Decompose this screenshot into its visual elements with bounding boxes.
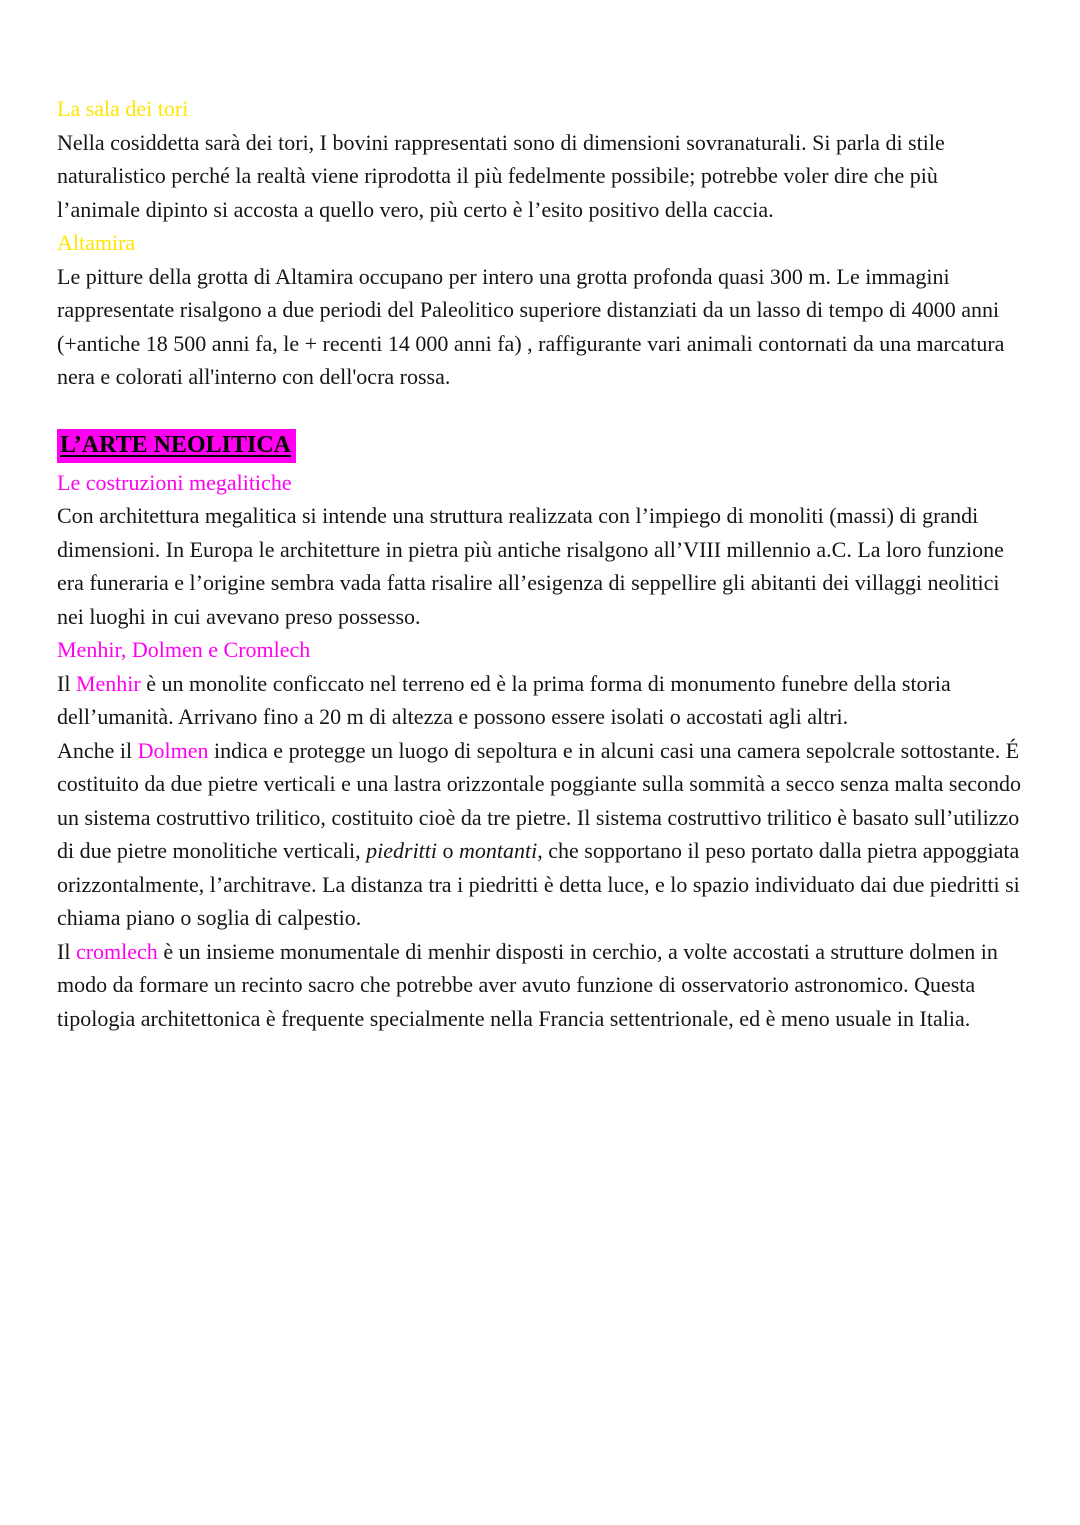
- section-title-line: [57, 428, 1023, 463]
- term-montanti: montanti: [459, 838, 538, 863]
- heading-sala-dei-tori: La sala dei tori: [57, 96, 189, 121]
- subheading-costruzioni-megalitiche: Le costruzioni megalitiche: [57, 469, 292, 495]
- menhir-text-lead: Il: [57, 670, 76, 696]
- paragraph-altamira: Le pitture della grotta di Altamira occupano per intero una grotta profonda quasi 300 m. Le immagini rappresentate risalgono a due periodi del Paleolitico superiore distanziati da un lasso di tempo di 4000 anni (+antiche 18 500 anni fa, le + recenti 14 000 anni fa) , raffigurante vari animali contornati da una marcatura nera e colorati all'interno con dell'ocra rossa.: [57, 263, 1005, 389]
- menhir-term: Menhir: [75, 670, 141, 696]
- blank-line: [57, 394, 1023, 428]
- cromlech-text-lead: Il: [57, 938, 76, 964]
- term-piedritti: piedritti: [366, 838, 438, 863]
- dolmen-text-rest: , che sopportano il peso portato dalla pietra appoggiata orizzontalmente, l’architrave. La distanza tra i piedritti è detta luce, e lo spazio individuato dai due piedritti si chiama piano o soglia di calpestio.: [57, 838, 1020, 930]
- cromlech-term: cromlech: [75, 938, 158, 964]
- menhir-text-rest: è un monolite conficcato nel terreno ed è la prima forma di monumento funebre della storia dell’umanità. Arrivano fino a 20 m di altezza e possono essere isolati o accostati agli altri.: [57, 670, 951, 729]
- dolmen-text-or: o: [437, 838, 460, 863]
- dolmen-text-mid: indica e protegge un luogo di sepoltura e in alcuni casi una camera sepolcrale sottostante. É costituito da due pietre verticali e una lastra orizzontale poggiante sulla sommità a secco senza malta secondo un sistema costruttivo trilitico, costituito cioè da tre pietre. Il sistema costruttivo trilitico è basato sull’utilizzo di due pietre monolitiche verticali,: [57, 737, 1021, 863]
- dolmen-text-lead: Anche il: [57, 737, 138, 763]
- cromlech-text-rest: è un insieme monumentale di menhir disposti in cerchio, a volte accostati a strutture dolmen in modo da formare un recinto sacro che potrebbe aver avuto funzione di osservatorio astronomico. Questa tipologia architettonica è frequente specialmente nella Francia settentrionale, ed è meno usuale in Italia.: [57, 938, 998, 1031]
- dolmen-term: Dolmen: [137, 737, 209, 763]
- paragraph-dolmen: [57, 734, 1023, 935]
- heading-altamira: Altamira: [57, 230, 136, 255]
- section-title-arte-neolitica: L’ARTE NEOLITICA: [57, 429, 296, 463]
- heading-menhir-dolmen-cromlech: Menhir, Dolmen e Cromlech: [57, 637, 311, 662]
- paragraph-sala-dei-tori: Nella cosiddetta sarà dei tori, I bovini rappresentati sono di dimensioni sovranaturali. Si parla di stile naturalistico perché la realtà viene riprodotta il più fedelmente possibile; potrebbe voler dire che più l’animale dipinto si accosta a quello vero, più certo è l’esito positivo della caccia.: [57, 129, 945, 222]
- paragraph-costruzioni-megalitiche: Con architettura megalitica si intende una struttura realizzata con l’impiego di monoliti (massi) di grandi dimensioni. In Europa le architetture in pietra più antiche risalgono all’VIII millennio a.C. La loro funzione era funeraria e l’origine sembra vada fatta risalire all’esigenza di seppellire gli abitanti dei villaggi neolitici nei luoghi in cui avevano preso possesso.: [57, 503, 1004, 629]
- paragraph-cromlech: [57, 935, 1023, 1036]
- paragraph-menhir: [57, 667, 1023, 734]
